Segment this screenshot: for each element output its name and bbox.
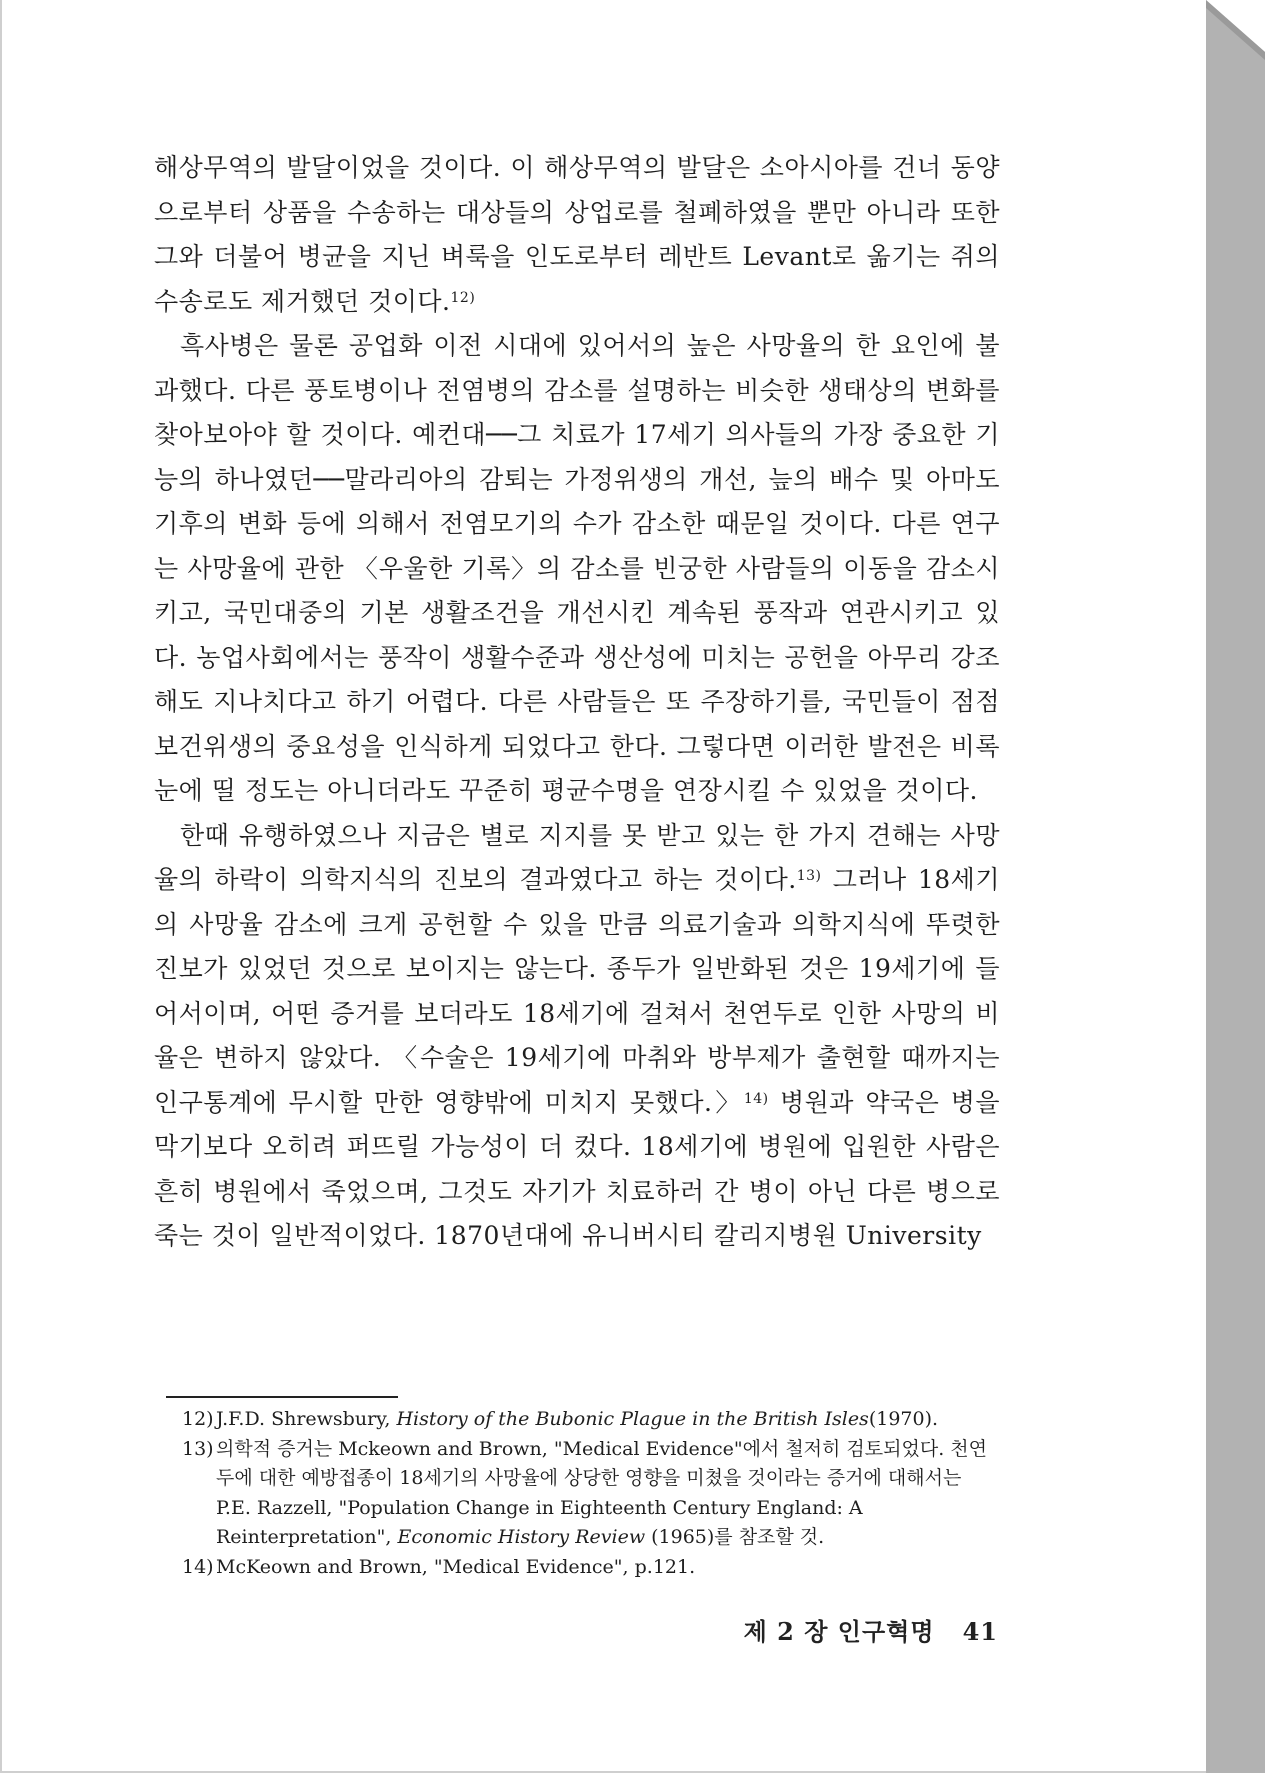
footnote-divider xyxy=(166,1396,398,1398)
footnote-14 xyxy=(182,1553,1002,1583)
footnote-text: 의학적 증거는 Mckeown and Brown, "Medical Evidence"에서 철저히 검토되었다. 천연두에 대한 예방접종이 18세기의 사망율에 상당한 영향을 미쳤을 것이라는 증거에 대해서는 P.E. Razzell, "Population Change in Eighteenth Century England: A Reinterpretation", xyxy=(216,1437,987,1548)
body-text xyxy=(154,146,1000,1259)
footnote-ref-13: 13) xyxy=(796,868,822,884)
footnote-text-end: (1970). xyxy=(868,1408,939,1430)
paragraph-1 xyxy=(154,146,1000,324)
paragraph-1-text: 해상무역의 발달이었을 것이다. 이 해상무역의 발달은 소아시아를 건너 동양으로부터 상품을 수송하는 대상들의 상업로를 철폐하였을 뿐만 아니라 또한 그와 더불어 병균을 지닌 벼룩을 인도로부터 레반트 Levant로 옮기는 쥐의 수송로도 제거했던 것이다. xyxy=(154,153,1000,316)
footnote-ref-14: 14) xyxy=(743,1090,769,1107)
chapter-label: 제 2 장 인구혁명 xyxy=(743,1617,935,1646)
footnote-number: 14) xyxy=(182,1555,214,1578)
footnote-ref-12: 12) xyxy=(450,289,476,306)
footnote-italic-title: History of the Bubonic Plague in the British Isles xyxy=(396,1408,869,1430)
footnote-number: 13) xyxy=(182,1437,214,1460)
footnote-text: McKeown and Brown, "Medical Evidence", p.121. xyxy=(216,1555,696,1578)
paragraph-2-text: 흑사병은 물론 공업화 이전 시대에 있어서의 높은 사망율의 한 요인에 불과했다. 다른 풍토병이나 전염병의 감소를 설명하는 비슷한 생태상의 변화를 찾아보아야 할 것이다. 예컨대──그 치료가 17세기 의사들의 가장 중요한 기능의 하나였던──말라리아의 감퇴는 가정위생의 개선, 늪의 배수 및 아마도 기후의 변화 등에 의해서 전염모기의 수가 감소한 때문일 것이다. 다른 연구는 사망율에 관한 〈우울한 기록〉의 감소를 빈궁한 사람들의 이동을 감소시키고, 국민대중의 기본 생활조건을 개선시킨 계속된 풍작과 연관시키고 있다. 농업사회에서는 풍작이 생활수준과 생산성에 미치는 공헌을 아무리 강조해도 지나치다고 하기 어렵다. 다른 사람들은 또 주장하기를, 국민들이 점점 보건위생의 중요성을 인식하게 되었다고 한다. 그렇다면 이러한 발전은 비록 눈에 띨 정도는 아니더라도 꾸준히 평균수명을 연장시킬 수 있었을 것이다. xyxy=(154,331,1000,805)
footnote-number: 12) xyxy=(182,1408,214,1430)
footnote-text-end: (1965)를 참조할 것. xyxy=(645,1526,825,1548)
footnote-text: J.F.D. Shrewsbury, xyxy=(216,1408,397,1430)
page-footer xyxy=(738,1612,998,1647)
paragraph-3-continued: 그러나 18세기의 사망율 감소에 크게 공헌할 수 있을 만큼 의료기술과 의학지식에 뚜렷한 진보가 있었던 것으로 보이지는 않는다. 종두가 일반화된 것은 19세기에 들어서이며, 어떤 증거를 보더라도 18세기에 걸쳐서 천연두로 인한 사망의 비율은 변하지 않았다. 〈수술은 19세기에 마취와 방부제가 출현할 때까지는 인구통계에 무시할 만한 영향밖에 미치지 못했다.〉 xyxy=(154,865,1000,1117)
page-number: 41 xyxy=(962,1617,998,1646)
footnote-italic-title: Economic History Review xyxy=(397,1526,646,1548)
footnote-13 xyxy=(182,1435,1002,1553)
paragraph-3-end: 병원과 약국은 병을 막기보다 오히려 퍼뜨릴 가능성이 더 컸다. 18세기에 병원에 입원한 사람은 흔히 병원에서 죽었으며, 그것도 자기가 치료하러 간 병이 아닌 다른 병으로 죽는 것이 일반적이었다. 1870년대에 유니버시티 칼리지병원 University xyxy=(154,1087,1000,1250)
footnotes xyxy=(182,1405,1002,1582)
footnote-12 xyxy=(182,1405,1002,1435)
paragraph-3 xyxy=(154,814,1000,1259)
paragraph-3-text: 한때 유행하였으나 지금은 별로 지지를 못 받고 있는 한 가지 견해는 사망율의 하락이 의학지식의 진보의 결과였다고 하는 것이다. xyxy=(154,820,1000,894)
paragraph-2 xyxy=(154,324,1000,814)
